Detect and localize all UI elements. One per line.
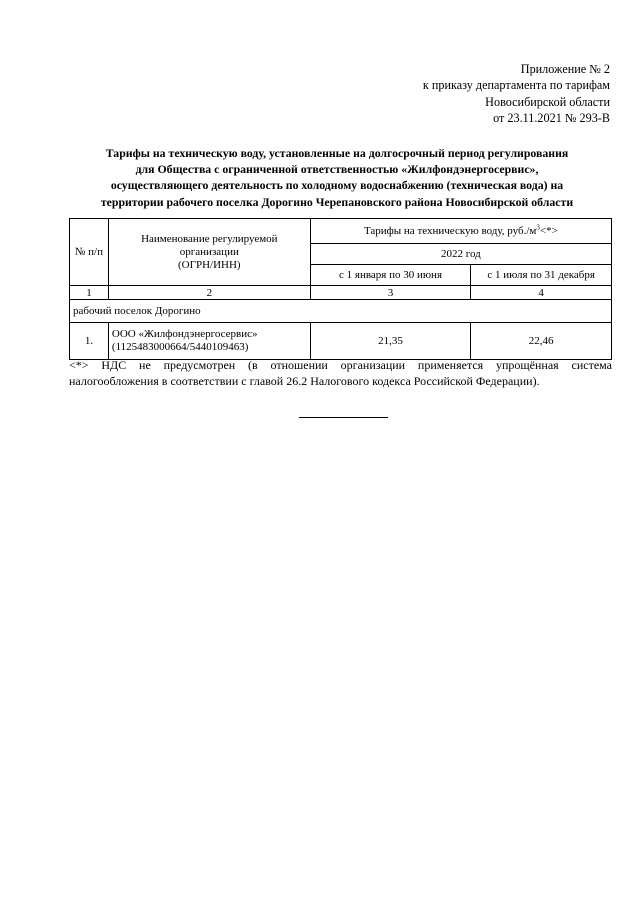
row-organization [108, 323, 310, 360]
title-line-2: для Общества с ограниченной ответственностью «Жилфондэнергосервис», [135, 162, 539, 177]
appendix-header [423, 61, 610, 127]
title-line-1: Тарифы на техническую воду, установленные на долгосрочный период регулирования [105, 146, 569, 160]
document-title [62, 145, 612, 210]
header-period-1: с 1 января по 30 июня [310, 265, 471, 286]
row-organization-ids: (1125483000664/5440109463) [111, 341, 249, 353]
header-tariffs-footnote-mark: <*> [539, 224, 558, 237]
settlement-name: рабочий поселок Дорогино [70, 300, 612, 323]
row-tariff-period-1: 21,35 [310, 323, 471, 360]
column-number-4: 4 [471, 286, 612, 300]
row-organization-name: ООО «Жилфондэнергосервис» [111, 328, 258, 340]
appendix-region: Новосибирской области [485, 94, 610, 109]
row-tariff-period-2: 22,46 [471, 323, 612, 360]
header-tariffs-sup: 3 [536, 222, 540, 231]
appendix-order-ref: к приказу департамента по тарифам [422, 78, 610, 93]
header-organization-name: Наименование регулируемой организации [141, 232, 278, 258]
column-number-2: 2 [108, 286, 310, 300]
title-line-4: территории рабочего поселка Дорогино Черепановского района Новосибирской области [100, 194, 574, 209]
table-column-numbers-row [70, 286, 612, 300]
footnote: <*> НДС не предусмотрен (в отношении организации применяется упрощённая система налогообложения в соответствии с главой 26.2 Налогового кодекса Российской Федерации). [69, 358, 612, 388]
title-line-3: осуществляющего деятельность по холодному водоснабжению (техническая вода) на [110, 178, 564, 193]
header-organization [108, 219, 310, 286]
header-tariffs-text: Тарифы на техническую воду, руб./м [363, 224, 537, 237]
appendix-number: Приложение № 2 [520, 62, 610, 76]
closing-divider [299, 417, 388, 418]
appendix-order-date: от 23.11.2021 № 293-В [493, 111, 610, 126]
table-row [70, 323, 612, 360]
column-number-3: 3 [310, 286, 471, 300]
row-number: 1. [70, 323, 109, 360]
column-number-1: 1 [70, 286, 109, 300]
header-tariffs [310, 219, 611, 244]
header-number: № п/п [70, 219, 109, 286]
header-period-2: с 1 июля по 31 декабря [471, 265, 612, 286]
tariff-table [69, 218, 612, 360]
header-year: 2022 год [310, 244, 611, 265]
header-organization-ids: (ОГРН/ИНН) [178, 258, 241, 271]
settlement-row [70, 300, 612, 323]
table-header-row [70, 219, 612, 244]
